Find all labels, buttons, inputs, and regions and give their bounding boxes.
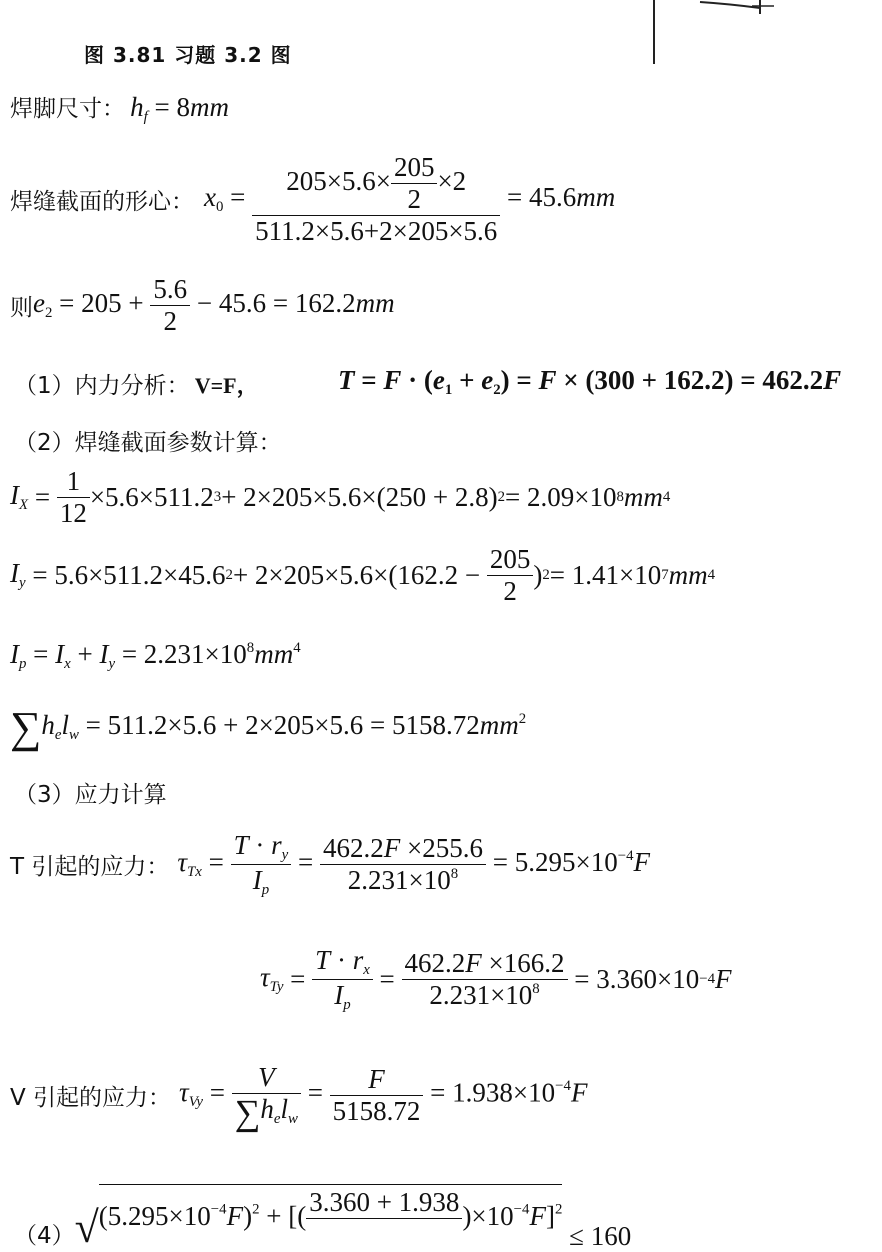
- e2-line: [10, 274, 395, 337]
- step2-label: （2）焊缝截面参数计算：: [14, 430, 282, 456]
- weld-size-line: [10, 90, 229, 125]
- centroid-line: [10, 152, 615, 247]
- v-stress-label: V 引起的应力：: [10, 1084, 172, 1111]
- tau-vy-formula: $\tau_{Vy}$ = $\frac{V}{\sum h_el_w}$ = $\frac{F}{5158.72}$ = $1.938\times 10^{-4}F$: [179, 1062, 588, 1133]
- step1-line: [14, 367, 259, 400]
- step3-label: （3）应力计算: [14, 782, 167, 808]
- centroid-fraction: 205×5.6× $\frac{205}{2}$ ×2 511.2×5.6+2×205×5.6: [252, 152, 500, 247]
- torque-formula: $T = F \cdot (e_1 + e_2) = F \times (300 + 162.2) = 462.2F$: [338, 365, 842, 399]
- sum-area-formula: $\sum h_el_w = 511.2\times 5.6 + 2\times 205\times 5.6 = 5158.72mm^2$: [10, 703, 527, 752]
- weld-size-formula: $h_f = 8mm$: [130, 92, 229, 126]
- figure-caption: 图 3.81 习题 3.2 图: [84, 43, 292, 67]
- t-stress-label: T 引起的应力：: [10, 854, 170, 881]
- step1-v: V=F，: [194, 373, 259, 398]
- ip-formula: $I_p = I_x + I_y = 2.231\times 10^8mm^4$: [10, 639, 301, 673]
- tau-tx-line: [10, 830, 650, 900]
- centroid-formula: $x_0$ = 205×5.6× $\frac{205}{2}$ ×2 511.2×5.6+2×205×5.6 = 45.6mm: [204, 152, 616, 247]
- tau-tx-formula: $\tau_{Tx}$ = $\frac{T \cdot r_y}{I_p}$ = $\frac{462.2F \times 255.6}{2.231\times 10^8}$ = $5.295\times 10^{-4}F$: [177, 830, 650, 899]
- e2-formula: $e_2 = 205$ + $\frac{5.6}{2}$ − 45.6 = 162.2mm: [33, 274, 395, 337]
- combined-stress-formula: √ $(5.295\times 10^{-4}F)^2$ + [( 3.360 + 1.938 )$\times 10^{-4}F]^2$ ≤ 160: [75, 1184, 632, 1250]
- figure-partial: [640, 0, 850, 66]
- iy-formula: $I_y$ = 5.6×511.2×45.6 2 + 2×205×5.6×(162.2 − $\frac{205}{2}$ ) 2 = 1.41×10 7 mm 4: [10, 544, 716, 607]
- centroid-label: 焊缝截面的形心：: [10, 189, 194, 216]
- tau-vy-line: [10, 1062, 588, 1133]
- step1-label: （1）内力分析：: [14, 373, 190, 399]
- step4-line: [14, 1184, 631, 1250]
- tau-ty-formula: $\tau_{Ty}$ = $\frac{T \cdot r_x}{I_p}$ = $\frac{462.2F \times 166.2}{2.231\times 10^8}$ = 3.360×10 −4 F: [260, 945, 732, 1014]
- step4-label: （4）: [14, 1223, 75, 1250]
- ix-formula: $I_X$ = $\frac{1}{12}$ ×5.6×511.2 3 + 2×205×5.6×(250 + 2.8) 2 = 2.09×10 8 mm 4: [10, 466, 671, 529]
- weld-size-label: 焊脚尺寸：: [10, 96, 125, 122]
- e2-prefix: 则: [10, 295, 33, 322]
